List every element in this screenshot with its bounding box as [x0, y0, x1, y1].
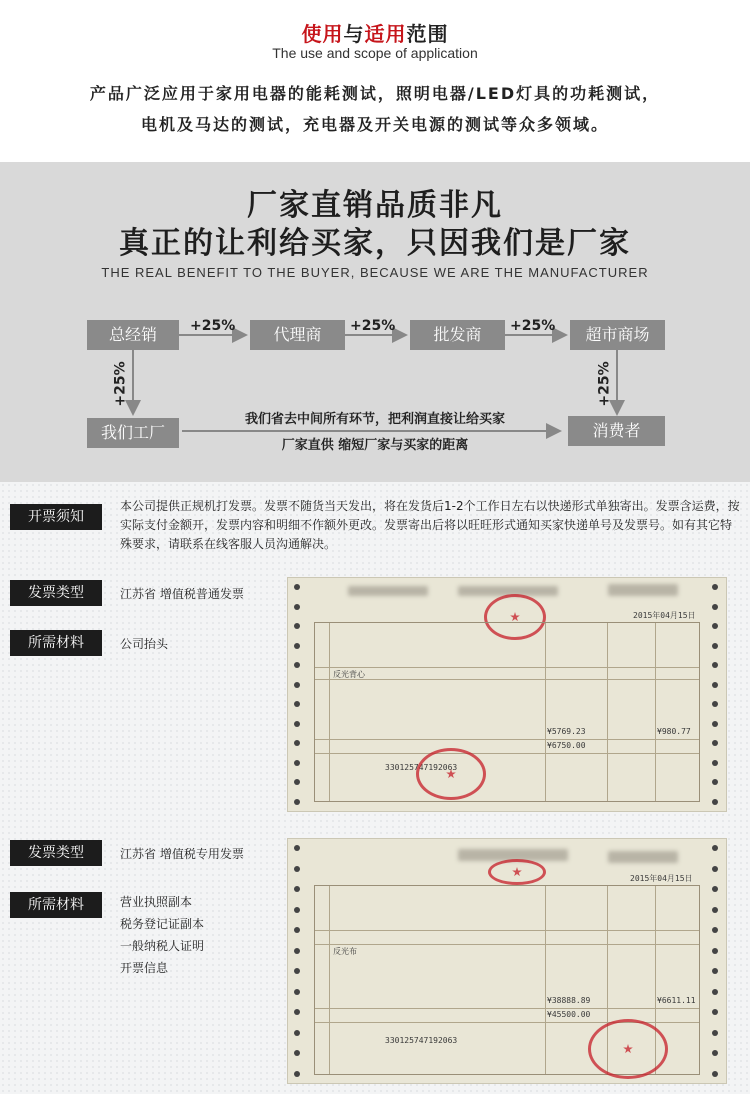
invoice-tax: ¥6611.11: [657, 996, 696, 1005]
materials-special-item: 一般纳税人证明: [120, 939, 205, 953]
box-general-dealer: 总经销: [87, 320, 179, 350]
box-consumer: 消费者: [568, 416, 665, 446]
invoice-type-special: 江苏省 增值税专用发票: [120, 847, 244, 861]
invoice-amount: ¥5769.23: [547, 727, 586, 736]
usage-title-part: 使用: [301, 22, 344, 46]
markup-label: +25%: [350, 318, 396, 334]
markup-label: +25%: [510, 318, 556, 334]
invoice-tax-id: 330125747192063: [385, 763, 458, 772]
invoice-info-section: [0, 482, 750, 1094]
blurred-area: [348, 586, 428, 596]
stamp-mark: [588, 1019, 668, 1079]
materials-tag: 所需材料: [10, 892, 102, 918]
notice-text: 本公司提供正规机打发票。发票不随货当天发出，将在发货后1-2个工作日左右以快递形式单独寄出。发票含运费，按实际支付金额开，发票内容和明细不作额外更改。发票寄出后将以旺旺形式通知买家快递单号及发票号。如有其它特殊要求，请联系在线客服人员沟通解决。: [120, 499, 740, 551]
stamp-mark: [416, 748, 486, 800]
invoice-item: 反光背心: [333, 670, 365, 679]
perforation-holes: [294, 845, 302, 1077]
invoice-type-tag: 发票类型: [10, 580, 102, 606]
box-factory: 我们工厂: [87, 418, 179, 448]
materials-normal-item: 公司抬头: [120, 637, 169, 651]
invoice-total: ¥6750.00: [547, 741, 586, 750]
usage-subtitle: The use and scope of application: [272, 45, 478, 61]
invoice-table: [314, 622, 700, 802]
materials-special-item: 营业执照副本: [120, 895, 193, 909]
invoice-amount: ¥38888.89: [547, 996, 591, 1005]
direct-note-1: 我们省去中间所有环节，把利润直接让给买家: [244, 412, 505, 427]
invoice-date: 2015年04月15日: [633, 611, 696, 620]
stamp-mark: [488, 859, 546, 885]
slogan-main: 厂家直销品质非凡: [247, 188, 503, 223]
invoice-date: 2015年04月15日: [630, 874, 693, 883]
materials-special-item: 开票信息: [120, 961, 169, 975]
slogan-english: THE REAL BENEFIT TO THE BUYER, BECAUSE WE ARE THE MANUFACTURER: [101, 265, 649, 280]
invoice-image-normal: [287, 577, 727, 812]
usage-title-part: 与: [343, 22, 365, 46]
box-supermarket: 超市商场: [570, 320, 665, 350]
invoice-tax-id: 330125747192063: [385, 1036, 458, 1045]
markup-label-vertical: +25%: [112, 361, 129, 407]
usage-text-line1: 产品广泛应用于家用电器的能耗测试，照明电器/LED灯具的功耗测试，: [89, 84, 661, 103]
direct-note-2: 厂家直供 缩短厂家与买家的距离: [281, 438, 469, 453]
blurred-area: [608, 851, 678, 863]
usage-title: [0, 18, 750, 47]
invoice-item: 反光布: [333, 947, 357, 956]
invoice-type-normal: 江苏省 增值税普通发票: [120, 587, 244, 601]
materials-tag: 所需材料: [10, 630, 102, 656]
slogan-secondary: 真正的让利给买家，只因我们是厂家: [119, 226, 631, 261]
manufacturer-banner: [0, 162, 750, 482]
box-wholesaler: 批发商: [410, 320, 505, 350]
perforation-holes: [712, 845, 720, 1077]
invoice-tax: ¥980.77: [657, 727, 691, 736]
perforation-holes: [294, 584, 302, 805]
invoice-total: ¥45500.00: [547, 1010, 591, 1019]
blurred-area: [608, 584, 678, 596]
perforation-holes: [712, 584, 720, 805]
usage-title-part: 范围: [406, 22, 449, 46]
usage-title-part: 适用: [364, 22, 407, 46]
notice-tag: 开票须知: [10, 504, 102, 530]
invoice-type-tag: 发票类型: [10, 840, 102, 866]
usage-section: [0, 0, 750, 162]
box-agent: 代理商: [250, 320, 345, 350]
markup-label-vertical: +25%: [596, 361, 613, 407]
usage-text-line2: 电机及马达的测试，充电器及开关电源的测试等众多领域。: [140, 115, 609, 134]
invoice-image-special: [287, 838, 727, 1084]
materials-special-item: 税务登记证副本: [120, 917, 205, 931]
markup-label: +25%: [190, 318, 236, 334]
